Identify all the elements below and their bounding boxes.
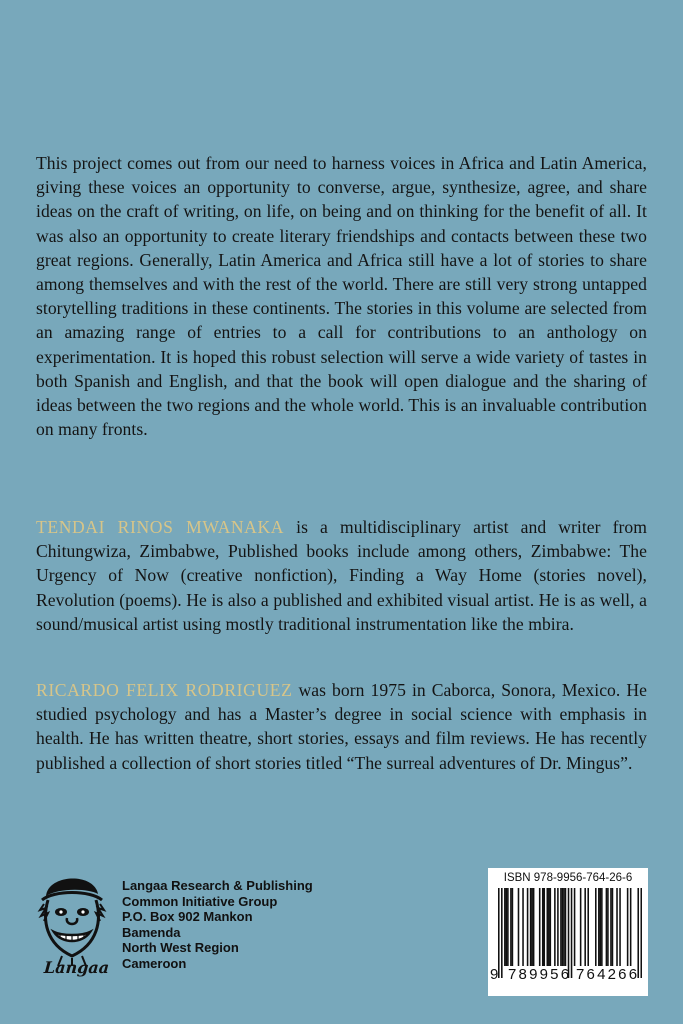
author-bio-text-ricardo: was born 1975 in Caborca, Sonora, Mexico. He studied psychology and has a Master’s degree in social science with emphasis in health. He has written theatre, short stories, essays and film reviews. He has recently published a collection of short stories titled “The surreal adventures of Dr. Mingus”. [36, 680, 647, 773]
barcode-bar [518, 888, 520, 966]
barcode-bar [548, 888, 550, 966]
author-name-tendai: TENDAI RINOS MWANAKA [36, 517, 285, 537]
barcode-bar [606, 888, 608, 966]
ean-left-digits: 789956 [508, 966, 572, 983]
author-bio-ricardo [36, 678, 647, 775]
barcode-bar [501, 888, 503, 978]
publisher-line: North West Region [122, 940, 239, 956]
barcode-bar [539, 888, 541, 966]
publisher-line: Common Initiative Group [122, 893, 278, 909]
barcode-bar [637, 888, 639, 978]
barcode-bar [574, 888, 576, 966]
author-bio-tendai [36, 515, 647, 636]
back-cover-blurb: This project comes out from our need to harness voices in Africa and Latin America, giving these voices an opportunity to converse, argue, synthesize, agree, and share ideas on the craft of writing, on life, on being and on thinking for the benefit of all. It was also an opportunity to create literary friendships and contacts between these two great regions. Generally, Latin America and Africa still have a lot of stories to share among themselves and with the rest of the world. There are still very strong untapped storytelling traditions in these continents. The stories in this volume are selected from an amazing range of entries to a call for contributions to an anthology on experimentation. It is hoped this robust selection will serve a wide variety of tastes in both Spanish and English, and that the book will open dialogue and the sharing of ideas between the two regions and the whole world. This is an invaluable contribution on many fronts. [36, 153, 647, 440]
barcode-bar [571, 888, 573, 978]
barcode-bar [506, 888, 508, 966]
barcode-bar [610, 888, 612, 966]
barcode-bar [612, 888, 614, 966]
barcode-bar [619, 888, 621, 966]
barcode-bar [547, 888, 549, 966]
ean-right-digits: 764266 [576, 966, 640, 983]
barcode-bar [584, 888, 586, 966]
barcode-bar [554, 888, 556, 966]
barcode-bar [527, 888, 529, 966]
publisher-address [122, 878, 313, 972]
author-name-ricardo: RICARDO FELIX RODRIGUEZ [36, 680, 293, 700]
barcode-bar [507, 888, 509, 966]
barcode-bar [542, 888, 544, 966]
barcode-bar [560, 888, 562, 966]
barcode-bar [595, 888, 597, 966]
publisher-line: P.O. Box 902 Mankon [122, 909, 253, 925]
barcode-bar [565, 888, 567, 966]
barcode-bar [616, 888, 618, 966]
publisher-line: Cameroon [122, 955, 187, 971]
barcode-bar [562, 888, 564, 966]
isbn-barcode [488, 868, 648, 996]
barcode-bar [543, 888, 545, 966]
barcode-bar [627, 888, 629, 966]
langaa-logo-text: Langaa [43, 958, 110, 977]
barcode-bar [504, 888, 506, 966]
barcode-bar [587, 888, 589, 966]
barcode-bar [600, 888, 602, 966]
barcode-bar [550, 888, 552, 966]
barcode-bar [563, 888, 565, 966]
barcode-bar [607, 888, 609, 966]
barcode-bar [530, 888, 532, 966]
isbn-label: ISBN 978-9956-764-26-6 [503, 872, 633, 884]
barcode-bar [557, 888, 559, 966]
barcode-bar [498, 888, 500, 978]
barcode-bar [601, 888, 603, 966]
barcode-bar [568, 888, 570, 978]
barcode-bar [598, 888, 600, 966]
publisher-line: Langaa Research & Publishing [122, 878, 313, 893]
barcode-bar [531, 888, 533, 966]
barcode-bar [510, 888, 512, 966]
ean-first-digit: 9 [490, 966, 499, 983]
author-bio-text-tendai: is a multidisciplinary artist and writer from Chitungwiza, Zimbabwe, Published books include among others, Zimbabwe: The Urgency of Now (creative nonfiction), Finding a Way Home (stories novel), Revolution (poems). He is also a published and exhibited visual artist. He is as well, a sound/musical artist using mostly traditional instrumentation like the mbira. [36, 517, 647, 634]
barcode-bar [512, 888, 514, 966]
publisher-line: Bamenda [122, 924, 181, 940]
barcode-bar [533, 888, 535, 966]
barcode-bar [580, 888, 582, 966]
barcode-bar [522, 888, 524, 966]
barcode-bar [640, 888, 642, 978]
barcode-bar [630, 888, 632, 966]
